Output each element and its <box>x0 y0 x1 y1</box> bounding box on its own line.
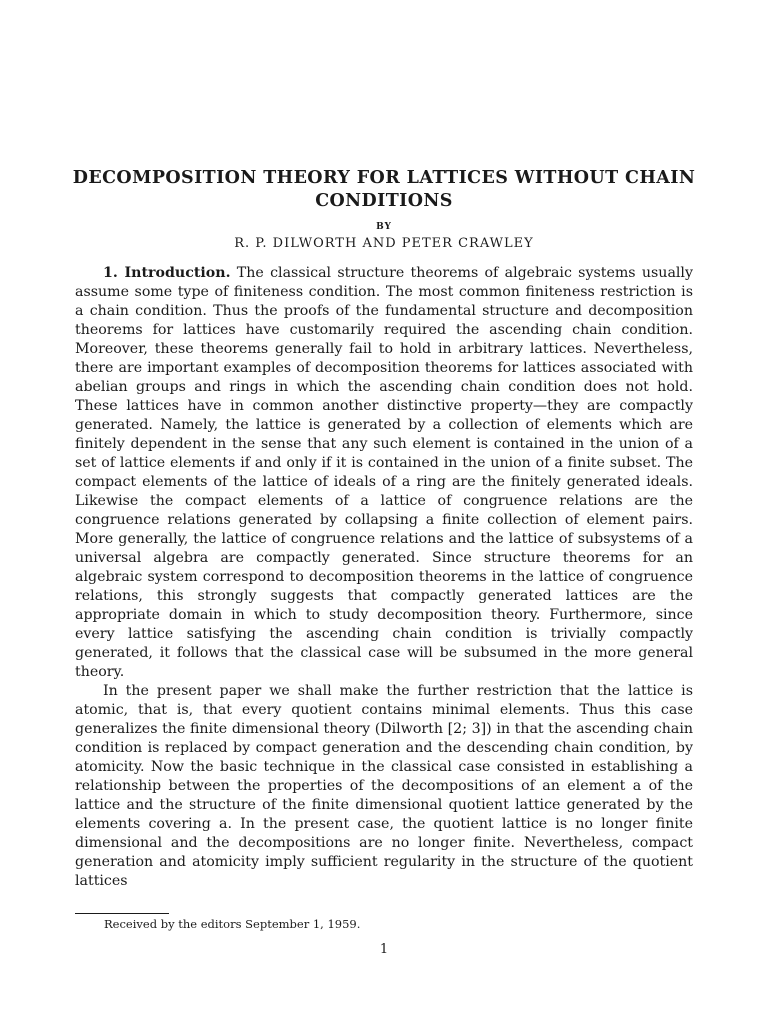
paragraph-introduction <box>75 264 693 682</box>
footnote-rule <box>75 913 169 914</box>
footnote: Received by the editors September 1, 1959. <box>104 917 361 931</box>
paragraph-2: In the present paper we shall make the further restriction that the lattice is atomic, that is, that every quotient contains minimal elements. Thus this case generalizes the finite dimensional theory (Dilworth [2; 3]) in that the ascending chain condition is replaced by compact generation and the descending chain condition, by atomicity. Now the basic technique in the classical case consisted in establishing a relationship between the properties of the decompositions of an element a of the lattice and the structure of the finite dimensional quotient lattice generated by the elements covering a. In the present case, the quotient lattice is no longer finite dimensional and the decompositions are no longer finite. Nevertheless, compact generation and atomicity imply sufficient regularity in the structure of the quotient lattices <box>75 683 693 889</box>
byline: BY <box>376 222 392 232</box>
paragraph-1-text: The classical structure theorems of algebraic systems usually assume some type of finiteness condition. The most common finiteness restriction is a chain condition. Thus the proofs of the fundamental structure and decomposition theorems for lattices have customarily required the ascending chain condition. Moreover, these theorems generally fail to hold in arbitrary lattices. Nevertheless, there are important examples of decomposition theorems for lattices associated with abelian groups and rings in which the ascending chain condition does not hold. These lattices have in common another distinctive property—they are compactly generated. Namely, the lattice is generated by a collection of elements which are finitely dependent in the sense that any such element is contained in the union of a set of lattice elements if and only if it is contained in the union of a finite subset. The compact elements of the lattice of ideals of a ring are the finitely generated ideals. Likewise the compact elements of a lattice of congruence relations are the congruence relations generated by collapsing a finite collection of element pairs. More generally, the lattice of congruence relations and the lattice of subsystems of a universal algebra are compactly generated. Since structure theorems for an algebraic system correspond to decomposition theorems in the lattice of congruence relations, this strongly suggests that compactly generated lattices are the appropriate domain in which to study decomposition theory. Furthermore, since every lattice satisfying the ascending chain condition is trivially compactly generated, it follows that the classical case will be subsumed in the more general theory. <box>75 265 693 680</box>
paper-title: DECOMPOSITION THEORY FOR LATTICES WITHOUT CHAIN CONDITIONS <box>72 168 696 211</box>
author-names: R. P. DILWORTH AND PETER CRAWLEY <box>234 236 534 251</box>
page-number: 1 <box>379 942 389 957</box>
section-heading: 1. Introduction. <box>103 265 231 281</box>
body-text <box>75 264 693 891</box>
